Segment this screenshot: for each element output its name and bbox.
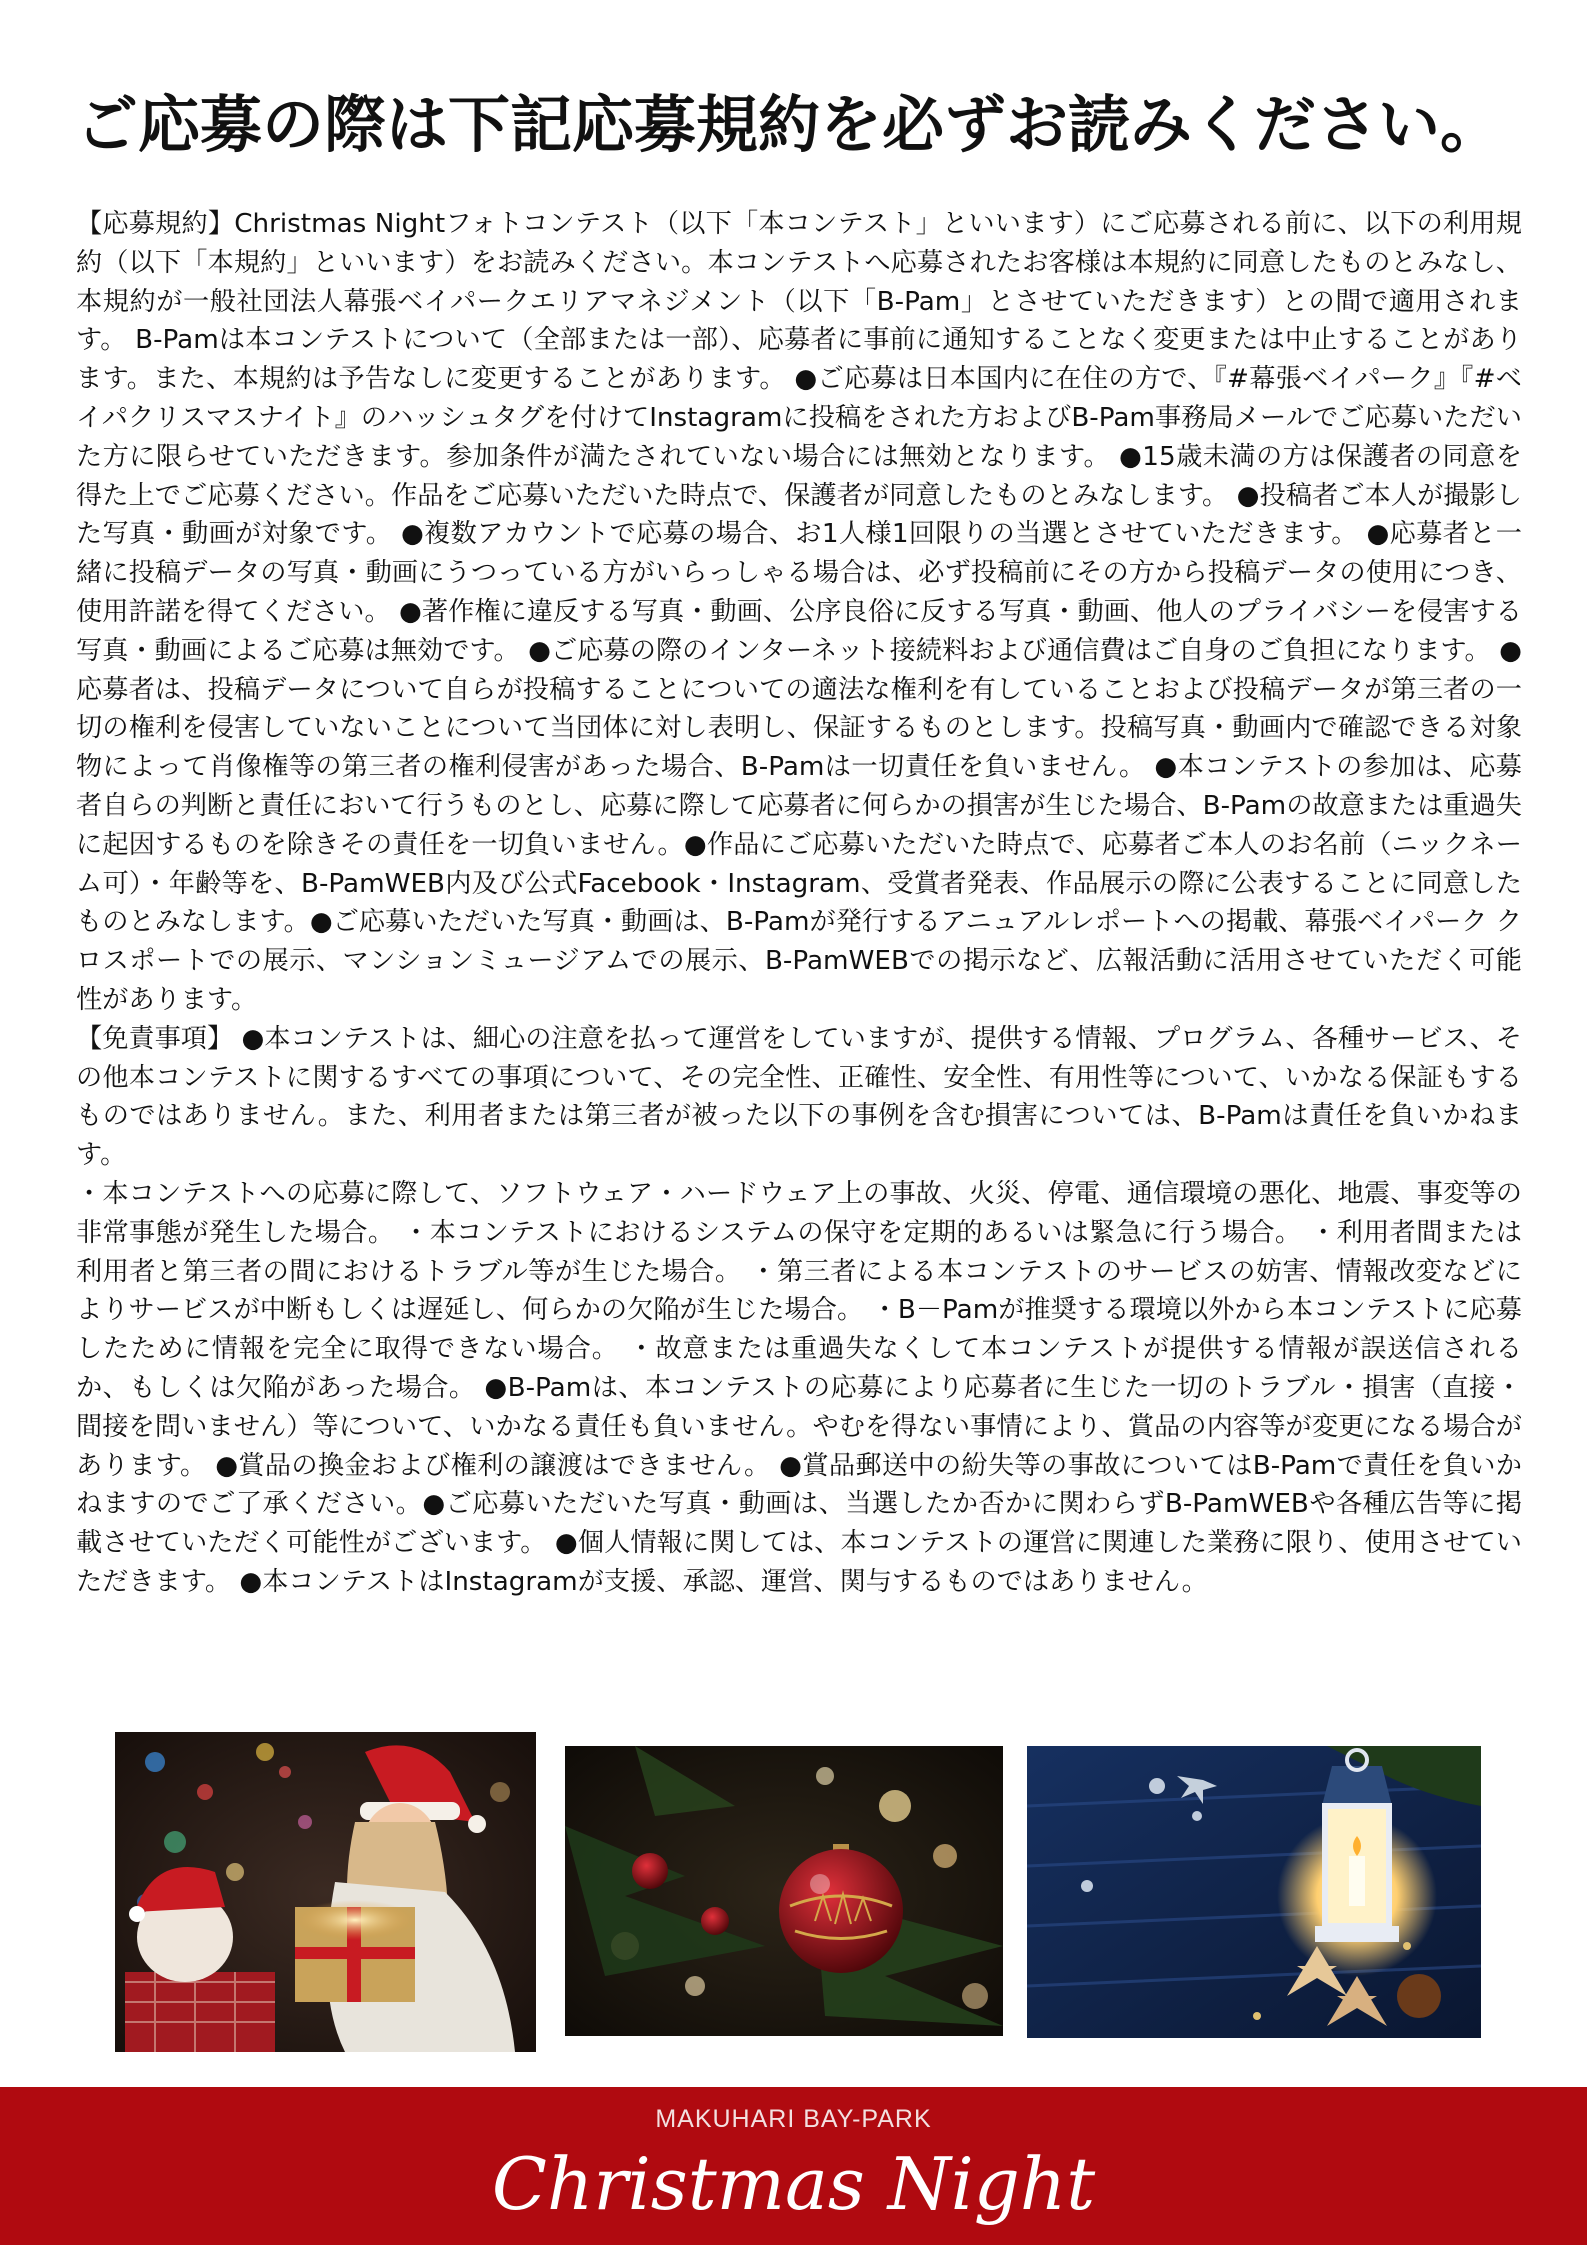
photo-child-opening-gift [115, 1732, 536, 2052]
terms-paragraph: 【応募規約】Christmas Nightフォトコンテスト（以下「本コンテスト」といいます）にご応募される前に、以下の利用規約（以下「本規約」といいます）をお読みください。本コンテストへ応募されたお客様は本規約に同意したものとみなし、本規約が一般社団法人幕張ベイパークエリアマネジメント（以下「B-Pam」とさせていただきます）との間で適用されます。 B-Pamは本コンテストについて（全部または一部）、応募者に事前に通知することなく変更または中止することがあります。また、本規約は予告なしに変更することがあります。 ●ご応募は日本国内に在住の方で、『#幕張ベイパーク』『#ベイパクリスマスナイト』のハッシュタグを付けてInstagramに投稿をされた方およびB-Pam事務局メールでご応募いただいた方に限らせていただきます。参加条件が満たされていない場合には無効となります。 ●15歳未満の方は保護者の同意を得た上でご応募ください。作品をご応募いただいた時点で、保護者が同意したものとみなします。 ●投稿者ご本人が撮影した写真・動画が対象です。 ●複数アカウントで応募の場合、お1人様1回限りの当選とさせていただきます。 ●応募者と一緒に投稿データの写真・動画にうつっている方がいらっしゃる場合は、必ず投稿前にその方から投稿データの使用につき、使用許諾を得てください。 ●著作権に違反する写真・動画、公序良俗に反する写真・動画、他人のプライバシーを侵害する写真・動画によるご応募は無効です。 ●ご応募の際のインターネット接続料および通信費はご自身のご負担になります。 ●応募者は、投稿データについて自らが投稿することについての適法な権利を有していることおよび投稿データが第三者の一切の権利を侵害していないことについて当団体に対し表明し、保証するものとします。投稿写真・動画内で確認できる対象物によって肖像権等の第三者の権利侵害があった場合、B-Pamは一切責任を負いません。 ●本コンテストの参加は、応募者自らの判断と責任において行うものとし、応募に際して応募者に何らかの損害が生じた場合、B-Pamの故意または重過失に起因するものを除きその責任を一切負いません。●作品にご応募いただいた時点で、応募者ご本人のお名前（ニックネーム可）・年齢等を、B-PamWEB内及び公式Facebook・Instagram、受賞者発表、作品展示の際に公表することに同意したものとみなします。●ご応募いただいた写真・動画は、B-Pamが発行するアニュアルレポートへの掲載、幕張ベイパーク クロスポートでの展示、マンションミュージアムでの展示、B-PamWEBでの掲示など、広報活動に活用させていただく可能性があります。 [76, 209, 1522, 1015]
page-title: ご応募の際は下記応募規約を必ずお読みください。 [76, 88, 1503, 161]
disclaimer-paragraph: 【免責事項】 ●本コンテストは、細心の注意を払って運営をしていますが、提供する情報、プログラム、各種サービス、その他本コンテストに関するすべての事項について、その完全性、正確性、安全性、有用性等について、いかなる保証もするものではありません。また、利用者または第三者が被った以下の事例を含む損害については、B-Pamは責任を負いかねます。 [76, 1023, 1522, 1171]
photo-lantern-cookies [1027, 1746, 1481, 2038]
photo-christmas-ornament [565, 1746, 1003, 2036]
footer-subtitle: MAKUHARI BAY-PARK [655, 2105, 932, 2133]
footer-banner [0, 2087, 1587, 2245]
terms-body [76, 205, 1522, 1602]
footer-christmas-night-logo: Christmas Night [491, 2142, 1096, 2226]
disclaimer-list-paragraph: ・本コンテストへの応募に際して、ソフトウェア・ハードウェア上の事故、火災、停電、通信環境の悪化、地震、事変等の非常事態が発生した場合。 ・本コンテストにおけるシステムの保守を定期的あるいは緊急に行う場合。 ・利用者間または利用者と第三者の間におけるトラブル等が生じた場合。 ・第三者による本コンテストのサービスの妨害、情報改変などによりサービスが中断もしくは遅延し、何らかの欠陥が生じた場合。 ・B－Pamが推奨する環境以外から本コンテストに応募したために情報を完全に取得できない場合。 ・故意または重過失なくして本コンテストが提供する情報が誤送信されるか、もしくは欠陥があった場合。 ●B-Pamは、本コンテストの応募により応募者に生じた一切のトラブル・損害（直接・間接を問いません）等について、いかなる責任も負いません。やむを得ない事情により、賞品の内容等が変更になる場合があります。 ●賞品の換金および権利の譲渡はできません。 ●賞品郵送中の紛失等の事故についてはB-Pamで責任を負いかねますのでご了承ください。●ご応募いただいた写真・動画は、当選したか否かに関わらずB-PamWEBや各種広告等に掲載させていただく可能性がございます。 ●個人情報に関しては、本コンテストの運営に関連した業務に限り、使用させていただきます。 ●本コンテストはInstagramが支援、承認、運営、関与するものではありません。 [76, 1178, 1522, 1597]
